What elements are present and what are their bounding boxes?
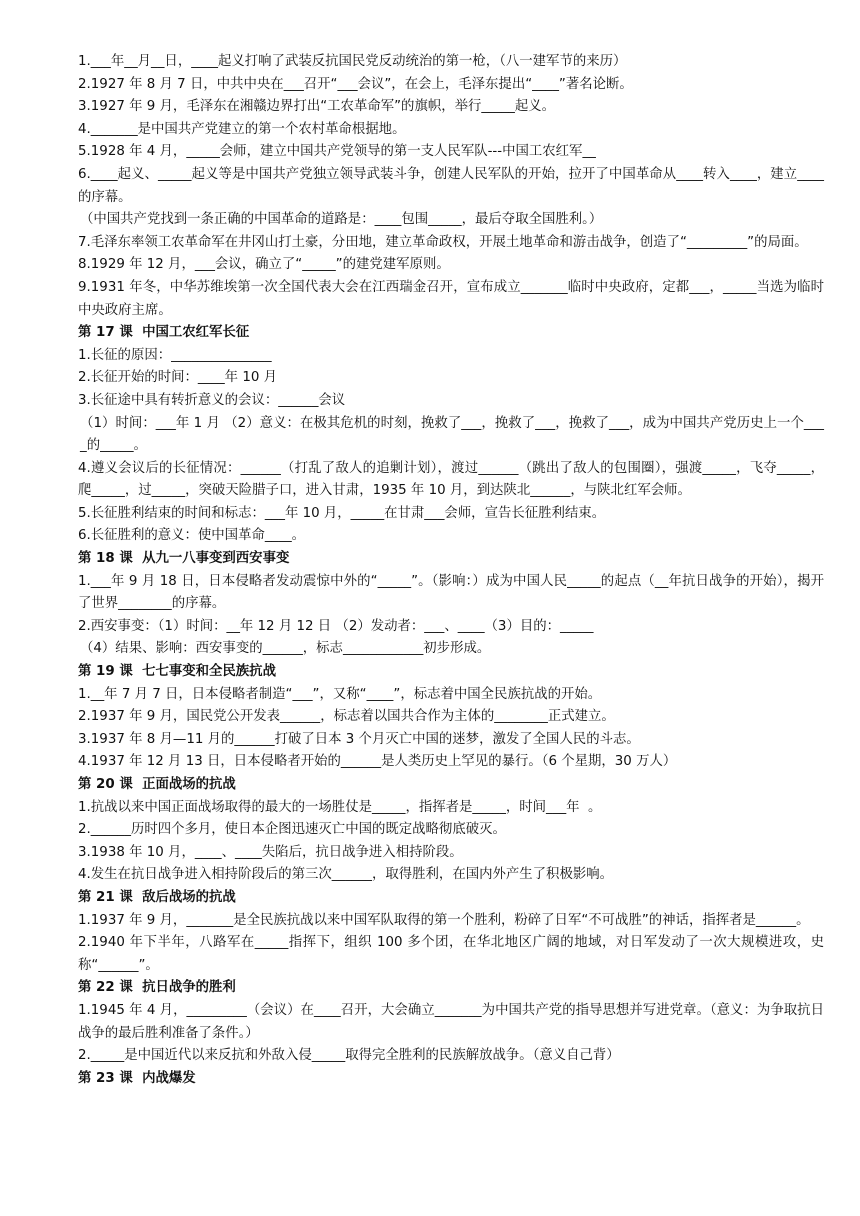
question-line: 6.长征胜利的意义：使中国革命____。: [78, 528, 306, 544]
question-line: 2._____是中国近代以来反抗和外敌入侵_____取得完全胜利的民族解放战争。（意义自己背）: [78, 1048, 620, 1064]
section-heading: 第 19 课 七七事变和全民族抗战: [78, 664, 276, 680]
section-heading: 第 18 课 从九一八事变到西安事变: [78, 551, 290, 567]
section-heading: 第 23 课 内战爆发: [78, 1070, 196, 1086]
question-line: 2.1937 年 9 月，国民党公开发表______，标志着以国共合作为主体的________正式建立。: [78, 709, 615, 725]
question-line: 8.1929 年 12 月，___会议，确立了“_____”的建党建军原则。: [78, 257, 450, 273]
question-line: 3.1937 年 8 月—11 月的______打破了日本 3 个月灭亡中国的迷梦，激发了全国人民的斗志。: [78, 731, 640, 747]
question-line: 3.1938 年 10 月，____、____失陷后，抗日战争进入相持阶段。: [78, 844, 463, 860]
question-line: 6.____起义、_____起义等是中国共产党独立领导武装斗争，创建人民军队的开始，拉开了中国革命从____转入____，建立____的序幕。: [78, 166, 824, 205]
question-line: （4）结果、影响：西安事变的______，标志____________初步形成。: [80, 641, 491, 657]
question-line: 9.1931 年冬，中华苏维埃第一次全国代表大会在江西瑞金召开，宣布成立_______临时中央政府，定都___，_____当选为临时中央政府主席。: [78, 279, 824, 318]
question-line: 4._______是中国共产党建立的第一个农村革命根据地。: [78, 121, 406, 137]
question-line: 2.1927 年 8 月 7 日，中共中央在___召开“___会议”，在会上，毛泽东提出“____”著名论断。: [78, 76, 633, 92]
question-line: 1.__年 7 月 7 日，日本侵略者制造“___”，又称“____”，标志着中国全民族抗战的开始。: [78, 686, 602, 702]
question-line: 3.长征途中具有转折意义的会议：______会议: [78, 392, 346, 408]
section-heading: 第 20 课 正面战场的抗战: [78, 777, 236, 792]
question-line: （中国共产党找到一条正确的中国革命的道路是：____包围_____，最后夺取全国胜利。）: [80, 212, 603, 228]
question-line: 2.______历时四个多月，使日本企图迅速灭亡中国的既定战略彻底破灭。: [78, 822, 506, 838]
question-line: （1）时间：___年 1 月 （2）意义：在极其危机的时刻，挽救了___，挽救了___，挽救了___，成为中国共产党历史上一个____的_____。: [80, 415, 824, 454]
question-line: 1.抗战以来中国正面战场取得的最大的一场胜仗是_____，指挥者是_____，时间___年 。: [78, 799, 602, 815]
question-line: 1.___年 9 月 18 日，日本侵略者发动震惊中外的“_____”。（影响：）成为中国人民_____的起点（__年抗日战争的开始），揭开了世界________的序幕。: [78, 573, 824, 612]
question-line: 4.1937 年 12 月 13 日，日本侵略者开始的______是人类历史上罕见的暴行。（6 个星期，30 万人）: [78, 754, 677, 770]
question-line: 4.遵义会议后的长征情况：______（打乱了敌人的追剿计划），渡过______（跳出了敌人的包围圈），强渡_____，飞夺_____，爬_____，过_____，突破天险腊子口，进入甘肃，1935 年 10 月，到达陕北______，与陕北红军会师。: [78, 460, 824, 499]
question-line: 7.毛泽东率领工农革命军在井冈山打土豪，分田地，建立革命政权，开展土地革命和游击战争，创造了“_________”的局面。: [78, 234, 808, 250]
question-line: 5.长征胜利结束的时间和标志：___年 10 月，_____在甘肃___会师，宣告长征胜利结束。: [78, 505, 606, 521]
section-heading: 第 22 课 抗日战争的胜利: [78, 980, 236, 996]
question-line: 4.发生在抗日战争进入相持阶段后的第三次______，取得胜利，在国内外产生了积极影响。: [78, 867, 614, 883]
question-line: 1.长征的原因：_______________: [78, 347, 272, 363]
question-line: 2.长征开始的时间：____年 10 月: [78, 370, 278, 386]
question-line: 1.1937 年 9 月，_______是全民族抗战以来中国军队取得的第一个胜利，粉碎了日军“不可战胜”的神话，指挥者是______。: [78, 912, 810, 928]
section-heading: 第 17 课 中国工农红军长征: [78, 325, 250, 341]
question-line: 2.1940 年下半年，八路军在_____指挥下，组织 100 多个团，在华北地区广阔的地域，对日军发动了一次大规模进攻，史称“______”。: [78, 935, 824, 973]
question-line: 2.西安事变：（1）时间：__年 12 月 12 日 （2）发动者：___、____（3）目的：_____: [78, 618, 594, 634]
question-line: 5.1928 年 4 月，_____会师，建立中国共产党领导的第一支人民军队---中国工农红军__: [78, 144, 596, 160]
question-line: 1.1945 年 4 月，_________（会议）在____召开，大会确立_______为中国共产党的指导思想并写进党章。（意义：为争取抗日战争的最后胜利准备了条件。）: [78, 1002, 824, 1041]
document-body: [78, 51, 824, 1090]
question-line: 3.1927 年 9 月，毛泽东在湘赣边界打出“工农革命军”的旗帜，举行_____起义。: [78, 99, 556, 115]
question-line: 1.___年__月__日，____起义打响了武装反抗国民党反动统治的第一枪，（八一建军节的来历）: [78, 54, 627, 69]
section-heading: 第 21 课 敌后战场的抗战: [78, 889, 236, 905]
